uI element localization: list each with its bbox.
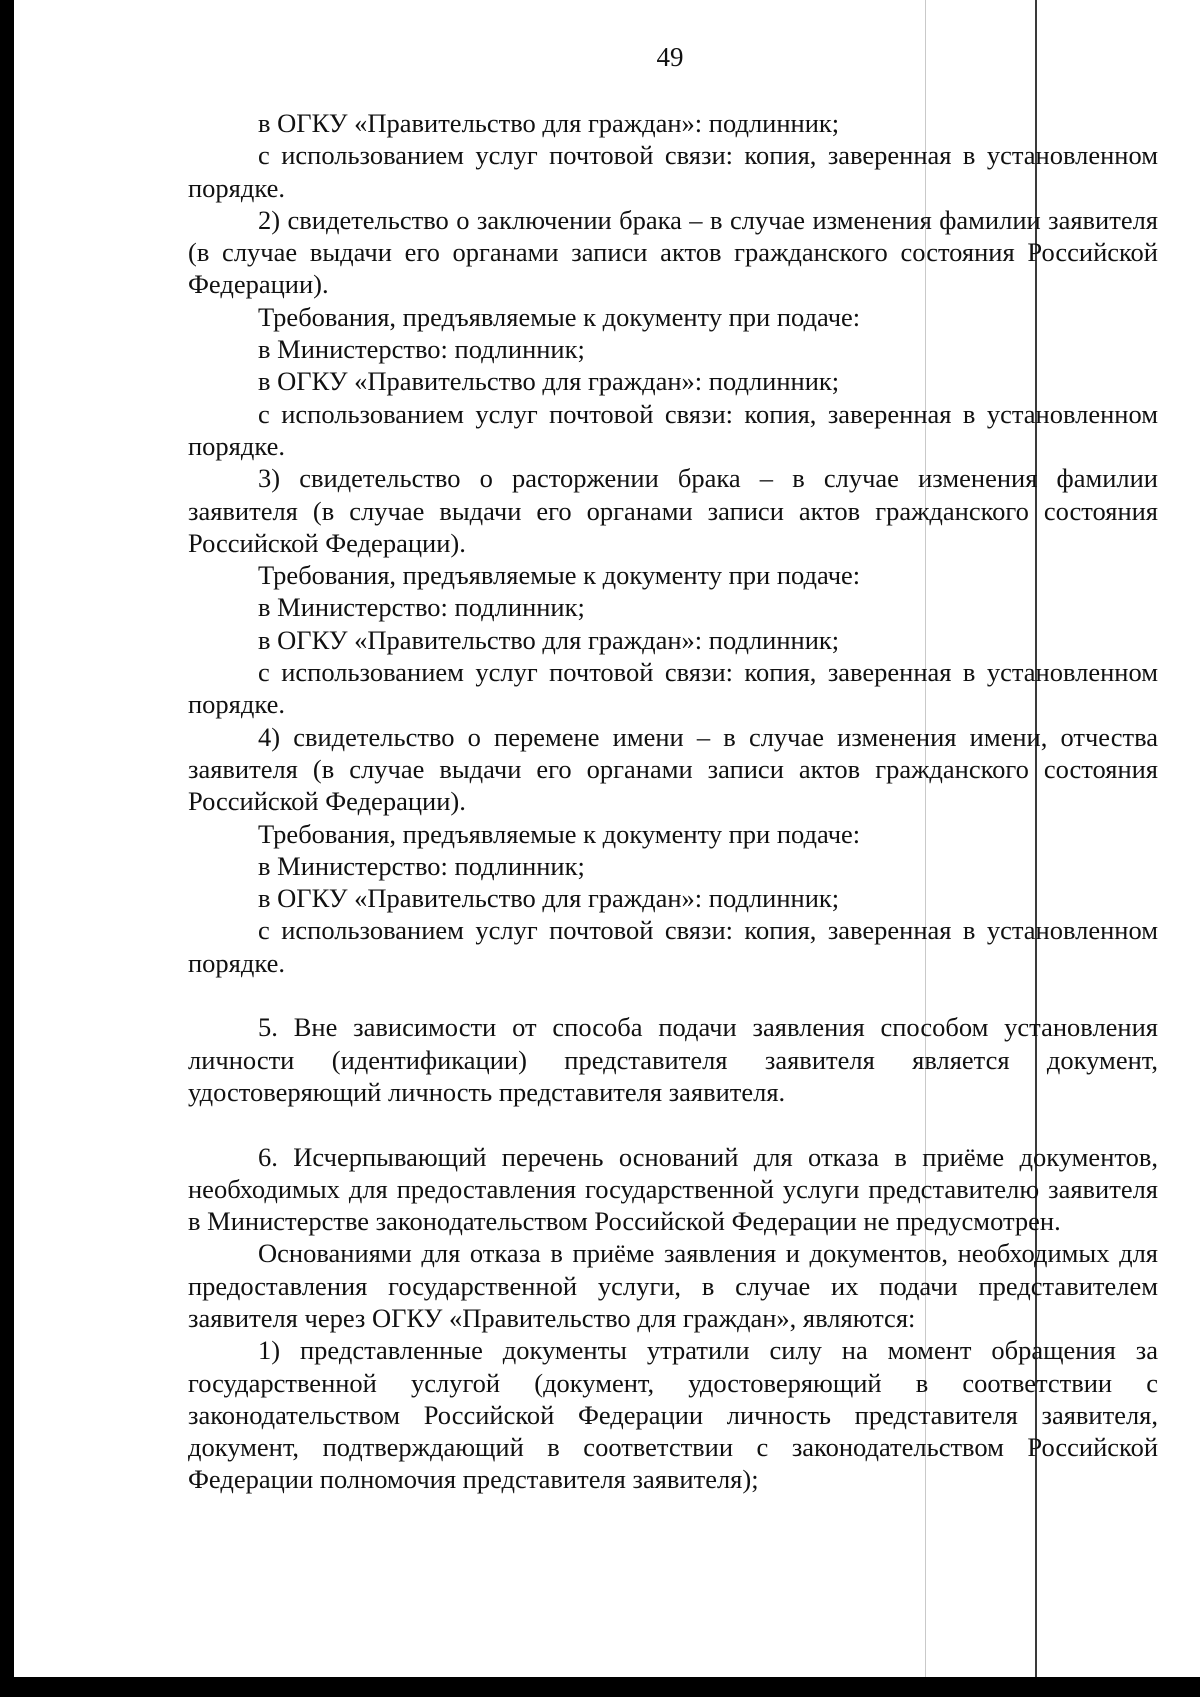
paragraph: 1) представленные документы утратили силу на момент обращения за государственной услугой (документ, удостоверяющий в соответствии с законодательством Российской Федерации личность представителя заявителя, документ, подтверждающий в соответствии с законодательством Российской Федерации полномочия представителя заявителя); <box>188 1335 1158 1495</box>
paragraph: с использованием услуг почтовой связи: копия, заверенная в установленном порядке. <box>188 657 1158 720</box>
paragraph: в ОГКУ «Правительство для граждан»: подлинник; <box>258 108 840 138</box>
paragraph: Основаниями для отказа в приёме заявления и документов, необходимых для предоставления государственной услуги, в случае их подачи представителем заявителя через ОГКУ «Правительство для граждан», являются: <box>188 1238 1158 1333</box>
paragraph: 6. Исчерпывающий перечень оснований для отказа в приёме документов, необходимых для предоставления государственной услуги представителю заявителя в Министерстве законодательством Российской Федерации не предусмотрен. <box>188 1141 1158 1237</box>
paragraph: Требования, предъявляемые к документу при подаче: <box>258 560 861 591</box>
section-gap <box>188 1108 1158 1140</box>
paragraph: в ОГКУ «Правительство для граждан»: подлинник; <box>258 624 840 655</box>
section-gap <box>188 979 1158 1011</box>
paragraph: 3) свидетельство о расторжении брака – в случае изменения фамилии заявителя (в случае выдачи его органами записи актов гражданского состояния Российской Федерации). <box>188 463 1158 558</box>
paragraph: 5. Вне зависимости от способа подачи заявления способом установления личности (идентификации) представителя заявителя является документ, удостоверяющий личность представителя заявителя. <box>188 1012 1158 1107</box>
paragraph: с использованием услуг почтовой связи: копия, заверенная в установленном порядке. <box>188 140 1158 203</box>
document-body <box>188 107 1158 1496</box>
paragraph: в Министерство: подлинник; <box>258 850 585 881</box>
paragraph: в ОГКУ «Правительство для граждан»: подлинник; <box>258 366 840 397</box>
page-number: 49 <box>656 42 684 72</box>
paragraph: в Министерство: подлинник; <box>258 592 585 623</box>
paragraph: с использованием услуг почтовой связи: копия, заверенная в установленном порядке. <box>188 398 1158 461</box>
paragraph: Требования, предъявляемые к документу при подаче: <box>258 818 861 849</box>
paragraph: в Министерство: подлинник; <box>258 334 585 365</box>
paragraph: 4) свидетельство о перемене имени – в случае изменения имени, отчества заявителя (в случае выдачи его органами записи актов гражданского состояния Российской Федерации). <box>188 721 1158 817</box>
paragraph: в ОГКУ «Правительство для граждан»: подлинник; <box>258 883 840 914</box>
scan-border-bottom <box>0 1677 1200 1697</box>
scan-border-left <box>0 0 14 1697</box>
paragraph: с использованием услуг почтовой связи: копия, заверенная в установленном порядке. <box>188 915 1158 978</box>
paragraph: 2) свидетельство о заключении брака – в случае изменения фамилии заявителя (в случае выдачи его органами записи актов гражданского состояния Российской Федерации). <box>188 204 1158 300</box>
paragraph: Требования, предъявляемые к документу при подаче: <box>258 301 861 332</box>
